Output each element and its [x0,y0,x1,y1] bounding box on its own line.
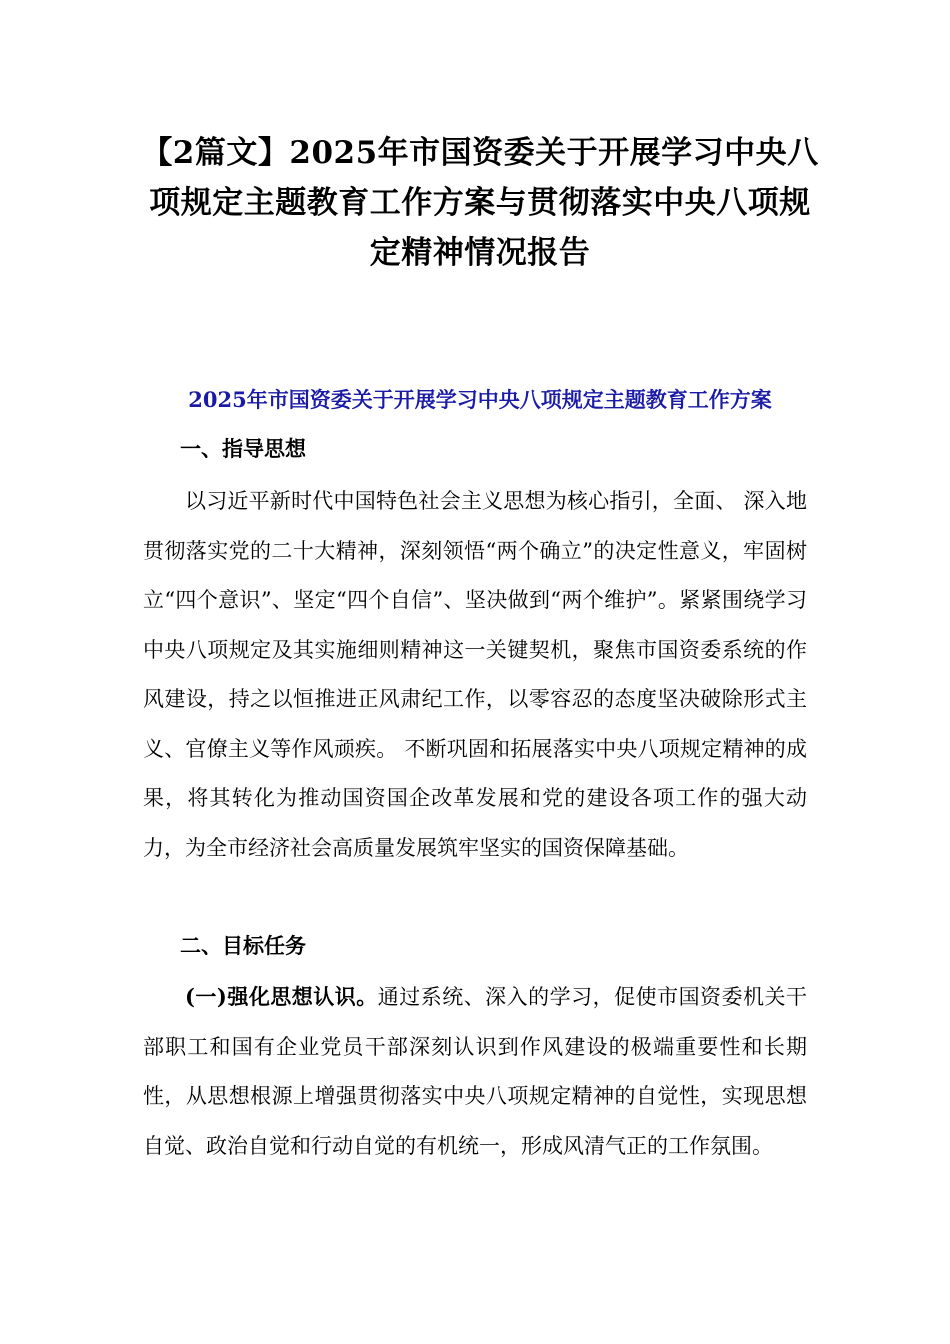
paragraph-guiding-ideology: 以习近平新时代中国特色社会主义思想为核心指引，全面、 深入地贯彻落实党的二十大精神，深刻领悟“两个确立”的决定性意义，牢固树立“四个意识”、坚定“四个自信”、坚决做到“两个维护”。紧紧围绕学习中央八项规定及其实施细则精神这一关键契机，聚焦市国资委系统的作风建设，持之以恒推进正风肃纪工作，以零容忍的态度坚决破除形式主义、官僚主义等作风顽疾。 不断巩固和拓展落实中央八项规定精神的成果，将其转化为推动国资国企改革发展和党的建设各项工作的强大动力，为全市经济社会高质量发展筑牢坚实的国资保障基础。 [143,489,807,860]
paragraph-body: 通过系统、深入的学习，促使市国资委机关干部职工和国有企业党员干部深刻认识到作风建设的极端重要性和长期性，从思想根源上增强贯彻落实中央八项规定精神的自觉性，实现思想自觉、政治自觉和行动自觉的有机统一，形成风清气正的工作氛围。 [143,985,808,1158]
document-title: 【2篇文】2025年市国资委关于开展学习中央八项规定主题教育工作方案与贯彻落实中央八项规定精神情况报告 [141,135,819,271]
heading-guiding-ideology: 一、指导思想 [180,436,306,461]
paragraph-strengthen-awareness [143,972,807,1171]
section-title: 2025年市国资委关于开展学习中央八项规定主题教育工作方案 [188,387,772,412]
paragraph-lead: (一)强化思想认识。 [185,984,378,1009]
heading-goals-tasks: 二、目标任务 [180,933,306,958]
